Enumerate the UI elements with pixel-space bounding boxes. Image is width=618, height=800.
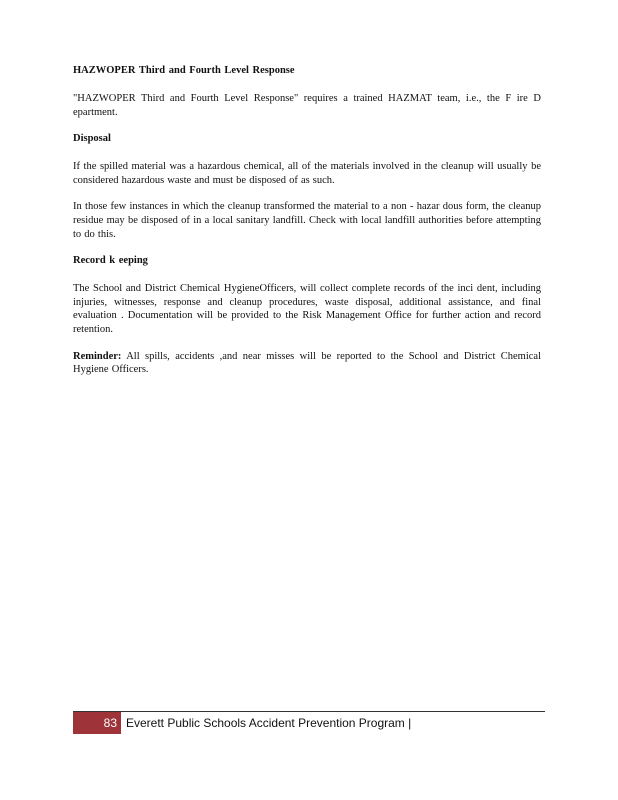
reminder-paragraph bbox=[73, 350, 541, 377]
footer-title: Everett Public Schools Accident Prevention Program | bbox=[126, 716, 412, 730]
recordkeeping-heading: Record k eeping bbox=[73, 255, 148, 267]
hazwoper-paragraph: "HAZWOPER Third and Fourth Level Response" requires a trained HAZMAT team, i.e., the F ire D epartment. bbox=[73, 93, 541, 118]
page-number-badge bbox=[73, 712, 121, 734]
hazwoper-heading: HAZWOPER Third and Fourth Level Response bbox=[73, 65, 295, 76]
page-content bbox=[73, 64, 541, 377]
recordkeeping-paragraph: The School and District Chemical HygieneOfficers, will collect complete records of the inci dent, including injuries, witnesses, response and cleanup procedures, waste disposal, additional assistance, and final evaluation . Documentation will be provided to the Risk Management Office for further action and record retention. bbox=[73, 283, 541, 335]
disposal-paragraph-2: In those few instances in which the cleanup transformed the material to a non - hazar dous form, the cleanup residue may be disposed of in a local sanitary landfill. Check with local landfill authorities before attempting to do this. bbox=[73, 201, 541, 240]
reminder-text: All spills, accidents ,and near misses will be reported to the School and District Chemical Hygiene Officers. bbox=[73, 350, 541, 376]
page-number: 83 bbox=[103, 716, 117, 730]
disposal-heading: Disposal bbox=[73, 133, 111, 145]
disposal-paragraph-1: If the spilled material was a hazardous chemical, all of the materials involved in the cleanup will usually be considered hazardous waste and must be disposed of as such. bbox=[73, 161, 541, 186]
reminder-label: Reminder: bbox=[73, 350, 122, 362]
page-footer bbox=[73, 712, 411, 734]
